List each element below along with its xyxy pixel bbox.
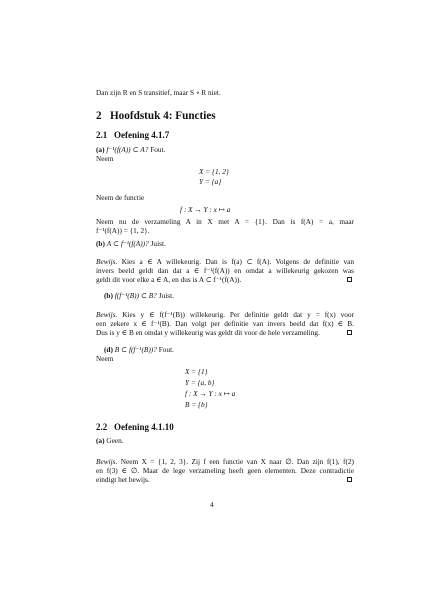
item-a2-label: (a): [96, 436, 105, 445]
item-d-neem: Neem: [96, 354, 114, 363]
intro-text: Dan zijn R en S transitief, maar S ∘ R niet.: [96, 88, 221, 97]
proof-b2-line-3: Dus is y ∈ B en omdat y willekeurig was geldt dit voor de hele verzameling.: [96, 328, 320, 337]
proof-b-line-1: [96, 257, 354, 266]
section-number: 2: [96, 110, 102, 122]
proof-b-text-1: Kies a ∈ A willekeurig. Dan is f(a) ⊂ f(A). Volgens de definitie van: [121, 257, 354, 266]
subsection-heading-1: [96, 130, 169, 141]
item-a-line-1: Neem nu de verzameling A in X met A = {1}. Dan is f(A) = a, maar: [96, 217, 354, 226]
item-a-statement: f⁻¹(f(A)) ⊂ A?: [106, 145, 149, 154]
item-d-verdict: Fout.: [158, 345, 174, 354]
item-a-label: (a): [96, 145, 105, 154]
item-b: [96, 239, 354, 248]
item-b2-statement: f(f⁻¹(B)) ⊂ B?: [114, 291, 157, 300]
item-a-set-y: Y = {a}: [199, 177, 222, 186]
page-number: 4: [210, 500, 214, 509]
item-a-neem-functie: Neem de functie: [96, 193, 145, 202]
proof-c-line-2: en f(3) ∈ ∅. Maar de lege verzameling heeft geen elementen. Deze contradictie: [96, 466, 354, 475]
item-b2-label: (b): [104, 291, 113, 300]
qed-box-1: [347, 277, 352, 282]
item-b-label: (b): [96, 239, 105, 248]
item-a: [96, 145, 354, 154]
item-a-neem: Neem: [96, 154, 114, 163]
proof-c-line-1: [96, 457, 354, 466]
proof-b2-label: Bewijs.: [96, 310, 118, 319]
item-a-function: f : X → Y : x ↦ a: [180, 205, 231, 214]
proof-c-text-1: Neem X = {1, 2, 3}. Zij f een functie van X naar ∅. Dan zijn f(1), f(2): [120, 457, 354, 466]
proof-c-line-3: eindigt het bewijs.: [96, 475, 150, 484]
item-a2-verdict: Geen.: [106, 436, 124, 445]
proof-b2-text-1: Kies y ∈ f(f⁻¹(B)) willekeurig. Per definitie geldt dat y = f(x) voor: [122, 310, 354, 319]
item-d-set-b: B = {b}: [185, 400, 208, 409]
item-a-set-x: X = {1, 2}: [199, 167, 229, 176]
item-d-label: (d): [104, 345, 113, 354]
subsection-title-2: Oefening 4.1.10: [114, 422, 174, 432]
item-b-statement: A ⊂ f⁻¹(f(A))?: [106, 239, 149, 248]
subsection-title: Oefening 4.1.7: [114, 130, 170, 140]
item-b-verdict: Juist.: [150, 239, 166, 248]
item-a-line-2: f⁻¹(f(A)) = {1, 2}.: [96, 226, 150, 235]
item-d-statement: B ⊂ f(f⁻¹(B))?: [114, 345, 157, 354]
proof-b-line-2: invers beeld geldt dan dat a ∈ f⁻¹(f(A)) en omdat a willekeurig gekozen was: [96, 266, 354, 275]
qed-box-3: [347, 477, 352, 482]
proof-b2-line-1: [96, 310, 354, 319]
proof-b-line-3: geldt dit voor elke a ∈ A, en dus is A ⊂ f⁻¹(f(A)).: [96, 275, 242, 284]
qed-box-2: [347, 330, 352, 335]
proof-b-label: Bewijs.: [96, 257, 118, 266]
proof-c-label: Bewijs.: [96, 457, 118, 466]
item-d-set-x: X = {1}: [185, 367, 208, 376]
item-d: [104, 345, 362, 354]
item-b2-verdict: Juist.: [158, 291, 174, 300]
proof-b2-line-2: een zekere x ∈ f⁻¹(B). Dan volgt per definitie van invers beeld dat f(x) ∈ B.: [96, 319, 354, 328]
subsection-heading-2: [96, 422, 174, 433]
section-heading: [96, 110, 216, 123]
subsection-number: 2.1: [96, 130, 108, 140]
section-title: Hoofdstuk 4: Functies: [109, 110, 216, 122]
subsection-number-2: 2.2: [96, 422, 108, 432]
item-d-function: f : X → Y : x ↦ a: [185, 389, 236, 398]
item-b2: [104, 291, 362, 300]
item-a-verdict: Fout.: [150, 145, 166, 154]
item-d-set-y: Y = {a, b}: [185, 378, 215, 387]
item-a2: [96, 436, 354, 445]
